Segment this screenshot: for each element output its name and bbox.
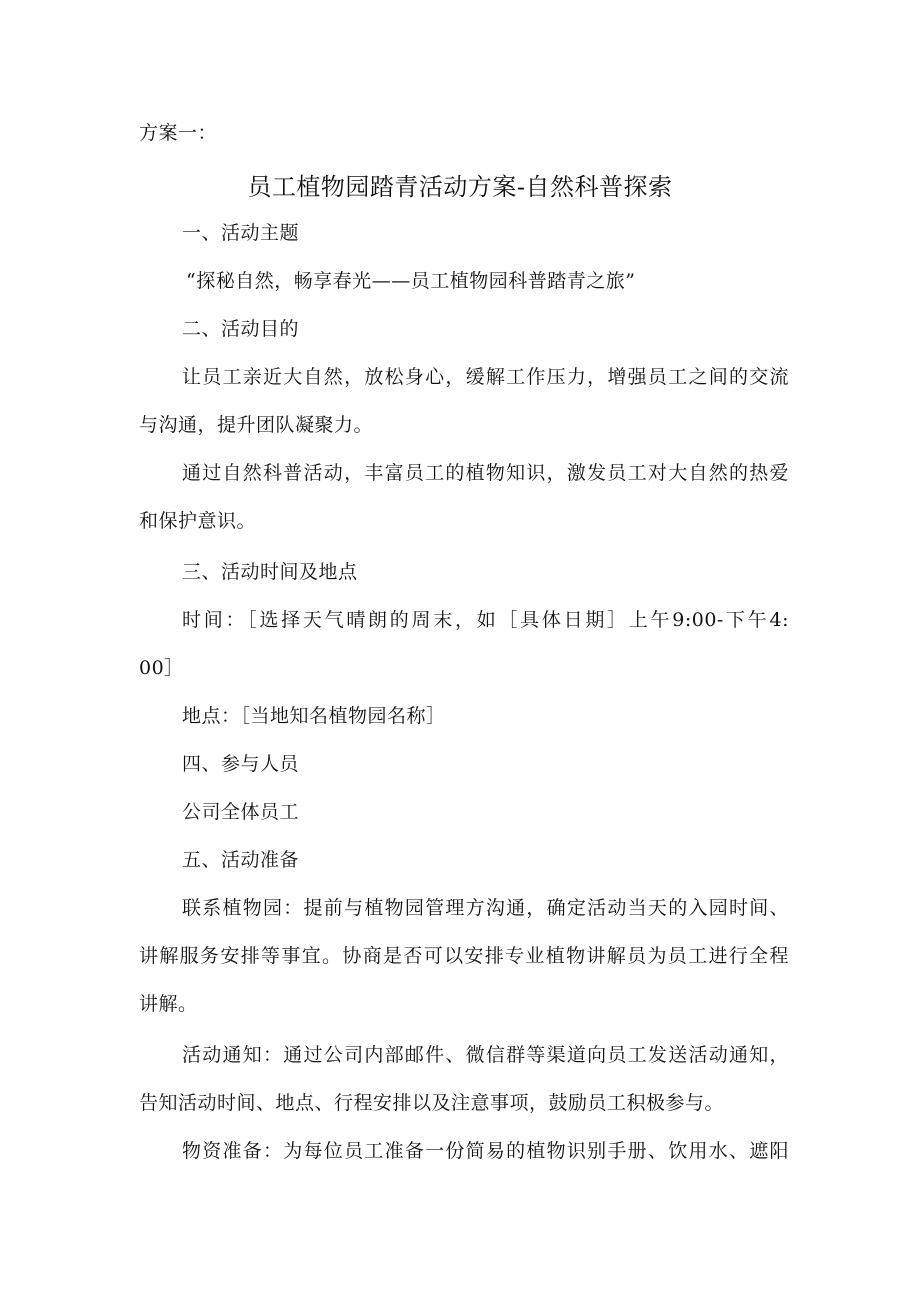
prep-supplies-line-1: 物资准备：为每位员工准备一份简易的植物识别手册、饮用水、遮阳 (182, 1140, 789, 1162)
section-heading-participants: 四、参与人员 (182, 753, 300, 775)
document-title: 员工植物园踏青活动方案-自然科普探索 (247, 173, 673, 201)
purpose-paragraph-2-line-2: 和保护意识。 (139, 510, 257, 532)
prep-notice-line-1: 活动通知：通过公司内部邮件、微信群等渠道向员工发送活动通知， (182, 1044, 789, 1066)
participants-text: 公司全体员工 (182, 801, 300, 823)
plan-label: 方案一： (139, 122, 218, 144)
time-line-2: 00］ (139, 657, 184, 679)
purpose-paragraph-1-line-1: 让员工亲近大自然，放松身心，缓解工作压力，增强员工之间的交流 (182, 366, 789, 388)
prep-contact-line-1: 联系植物园：提前与植物园管理方沟通，确定活动当天的入园时间、 (182, 897, 789, 919)
section-heading-time-place: 三、活动时间及地点 (182, 561, 358, 583)
section-heading-purpose: 二、活动目的 (182, 318, 300, 340)
theme-text: “探秘自然，畅享春光——员工植物园科普踏青之旅” (186, 270, 636, 292)
prep-contact-line-2: 讲解服务安排等事宜。协商是否可以安排专业植物讲解员为员工进行全程 (139, 945, 789, 967)
section-heading-theme: 一、活动主题 (182, 222, 300, 244)
section-heading-preparation: 五、活动准备 (182, 849, 300, 871)
prep-notice-line-2: 告知活动时间、地点、行程安排以及注意事项，鼓励员工积极参与。 (139, 1092, 725, 1114)
purpose-paragraph-1-line-2: 与沟通，提升团队凝聚力。 (139, 414, 374, 436)
time-line-1: 时间：［选择天气晴朗的周末，如［具体日期］上午9:00-下午4: (182, 609, 789, 631)
prep-contact-line-3: 讲解。 (139, 993, 198, 1015)
purpose-paragraph-2-line-1: 通过自然科普活动，丰富员工的植物知识，激发员工对大自然的热爱 (182, 462, 789, 484)
place-line: 地点：［当地知名植物园名称］ (182, 705, 446, 727)
